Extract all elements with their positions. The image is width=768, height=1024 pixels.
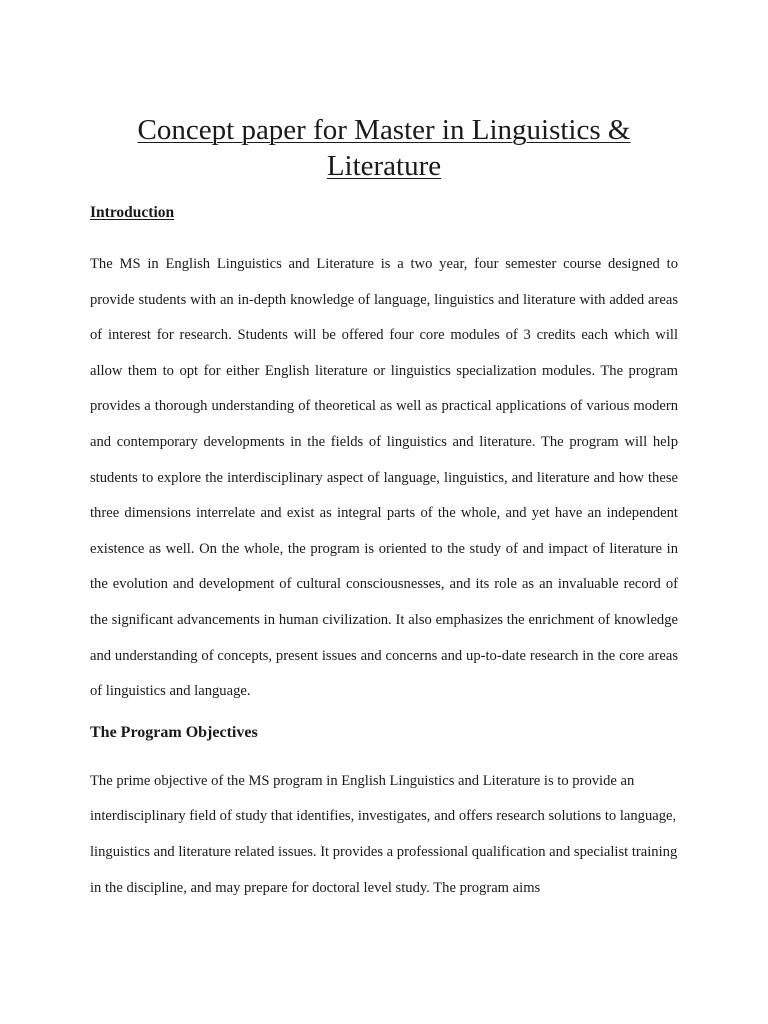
document-title <box>90 112 678 184</box>
title-line-2: Literature <box>326 150 442 182</box>
section-heading-introduction: Introduction <box>90 204 175 221</box>
objectives-paragraph: The prime objective of the MS program in English Linguistics and Literature is to provide an interdisciplinary field of study that identifies, investigates, and offers research solutions to language, linguistics and literature related issues. It provides a professional qualification and specialist training in the discipline, and may prepare for doctoral level study. The program aims <box>90 772 678 896</box>
section-heading-program-objectives: The Program Objectives <box>90 723 258 741</box>
title-line-1: Concept paper for Master in Linguistics & <box>137 114 631 146</box>
document-page <box>90 112 678 906</box>
introduction-paragraph: The MS in English Linguistics and Literature is a two year, four semester course designed to provide students with an in-depth knowledge of language, linguistics and literature with added areas of interest for research. Students will be offered four core modules of 3 credits each which will allow them to opt for either English literature or linguistics specialization modules. The program provides a thorough understanding of theoretical as well as practical applications of various modern and contemporary developments in the fields of linguistics and literature. The program will help students to explore the interdisciplinary aspect of language, linguistics, and literature and how these three dimensions interrelate and exist as integral parts of the whole, and yet have an independent existence as well. On the whole, the program is oriented to the study of and impact of literature in the evolution and development of cultural consciousnesses, and its role as an invaluable record of the significant advancements in human civilization. It also emphasizes the enrichment of knowledge and understanding of concepts, present issues and concerns and up-to-date research in the core areas of linguistics and language. <box>90 256 678 700</box>
